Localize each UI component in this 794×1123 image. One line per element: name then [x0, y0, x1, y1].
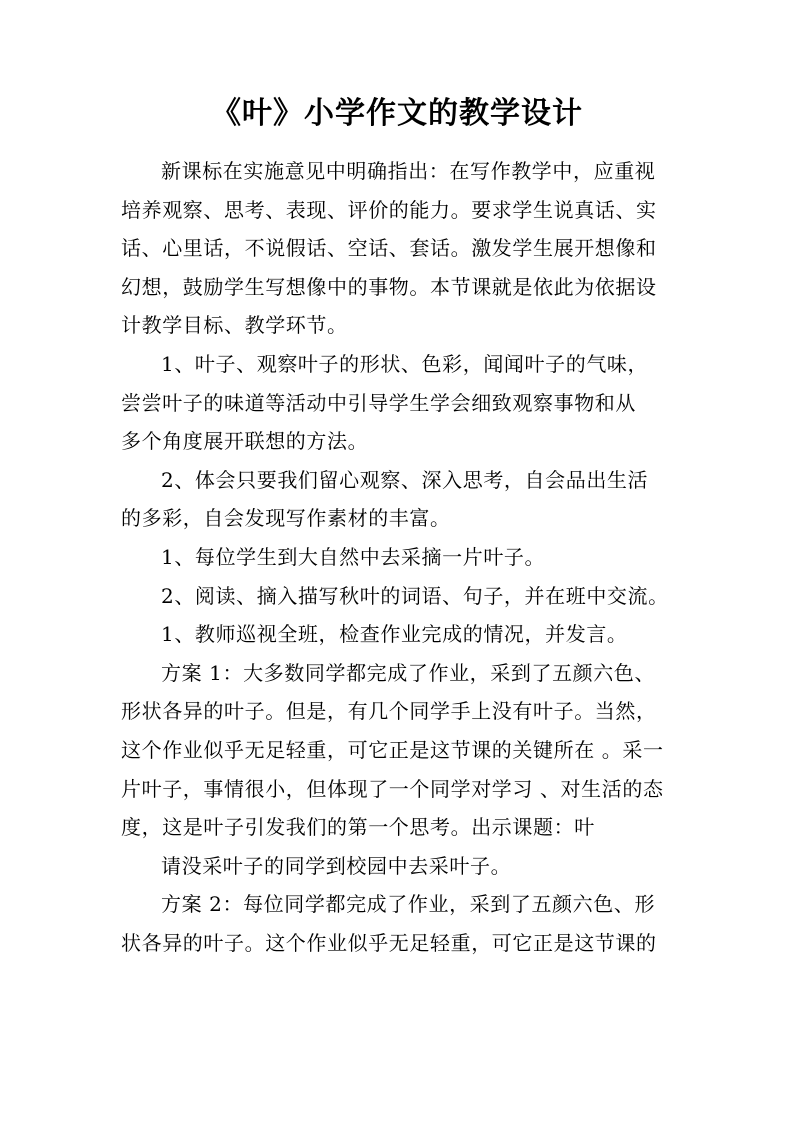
text-line: 方案 1：大多数同学都完成了作业，采到了五颜六色、	[161, 660, 656, 685]
document-body	[121, 152, 681, 962]
text-line: 方案 2：每位同学都完成了作业，采到了五颜六色、形	[161, 892, 656, 917]
text-line: 幻想，鼓励学生写想像中的事物。本节课就是依此为依据设	[121, 274, 657, 299]
text-line: 1、教师巡视全班，检查作业完成的情况，并发言。	[161, 622, 628, 647]
text-line: 尝尝叶子的味道等活动中引导学生学会细致观察事物和从	[121, 390, 636, 415]
text-line: 2、体会只要我们留心观察、深入思考，自会品出生活	[161, 467, 649, 492]
text-line: 2、阅读、摘入描写秋叶的词语、句子，并在班中交流。	[161, 583, 669, 608]
text-line: 度，这是叶子引发我们的第一个思考。出示课题：叶	[121, 815, 595, 840]
text-line: 新课标在实施意见中明确指出：在写作教学中，应重视	[161, 159, 656, 183]
text-line: 1、叶子、观察叶子的形状、色彩，闻闻叶子的气味，	[161, 351, 649, 376]
text-line: 这个作业似乎无足轻重，可它正是这节课的关键所在 。采一	[121, 737, 664, 762]
text-line: 话、心里话，不说假话、空话、套话。激发学生展开想像和	[121, 236, 657, 261]
text-line: 请没采叶子的同学到校园中去采叶子。	[161, 853, 512, 878]
text-line: 培养观察、思考、表现、评价的能力。要求学生说真话、实	[121, 197, 657, 222]
text-line: 形状各异的叶子。但是，有几个同学手上没有叶子。当然，	[121, 699, 657, 724]
text-line: 状各异的叶子。这个作业似乎无足轻重，可它正是这节课的	[121, 930, 657, 955]
page-title: 《叶》小学作文的教学设计	[211, 96, 583, 131]
text-line: 片叶子，事情很小，但体现了一个同学对学习 、对生活的态	[121, 776, 664, 801]
text-line: 多个角度展开联想的方法。	[121, 429, 369, 454]
text-line: 计教学目标、教学环节。	[121, 313, 348, 338]
text-line: 1、每位学生到大自然中去采摘一片叶子。	[161, 544, 546, 569]
text-line: 的多彩，自会发现写作素材的丰富。	[121, 506, 451, 531]
